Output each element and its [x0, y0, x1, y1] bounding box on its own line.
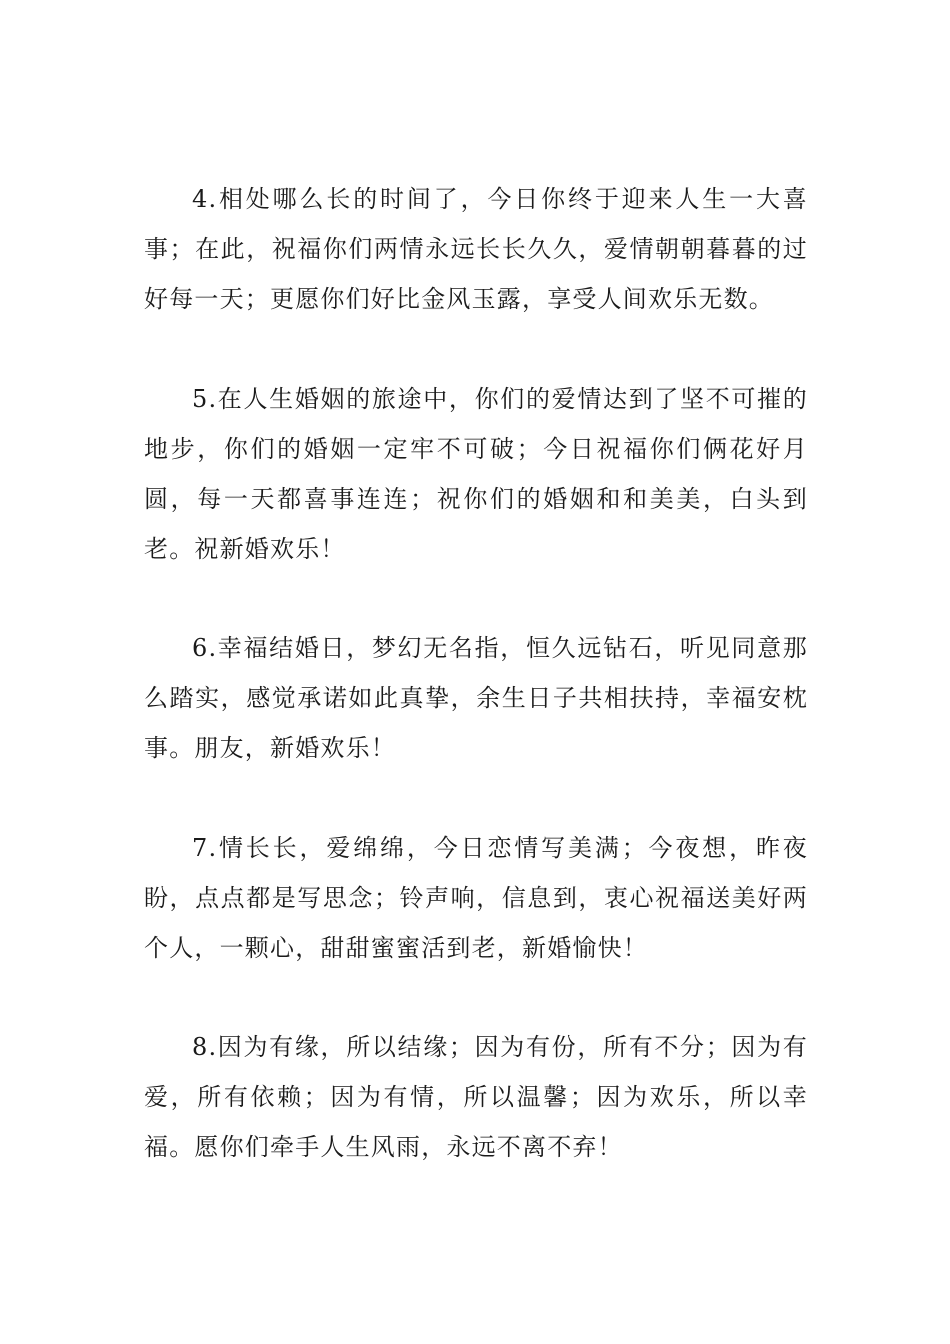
paragraph-7: 7.情长长，爱绵绵，今日恋情写美满；今夜想，昨夜盼，点点都是写思念；铃声响，信息到，衷心祝福送美好两个人，一颗心，甜甜蜜蜜活到老，新婚愉快！: [144, 834, 808, 962]
paragraph-8: 8.因为有缘，所以结缘；因为有份，所有不分；因为有爱，所有依赖；因为有情，所以温馨；因为欢乐，所以幸福。愿你们牵手人生风雨，永远不离不弃！: [144, 1033, 808, 1161]
paragraph-5: 5.在人生婚姻的旅途中，你们的爱情达到了坚不可摧的地步，你们的婚姻一定牢不可破；今日祝福你们俩花好月圆，每一天都喜事连连；祝你们的婚姻和和美美，白头到老。祝新婚欢乐！: [144, 385, 808, 563]
paragraph-6: 6.幸福结婚日，梦幻无名指，恒久远钻石，听见同意那么踏实，感觉承诺如此真挚，余生日子共相扶持，幸福安枕事。朋友，新婚欢乐！: [144, 634, 808, 762]
paragraph-4: 4.相处哪么长的时间了，今日你终于迎来人生一大喜事；在此，祝福你们两情永远长长久久，爱情朝朝暮暮的过好每一天；更愿你们好比金风玉露，享受人间欢乐无数。: [144, 185, 808, 313]
